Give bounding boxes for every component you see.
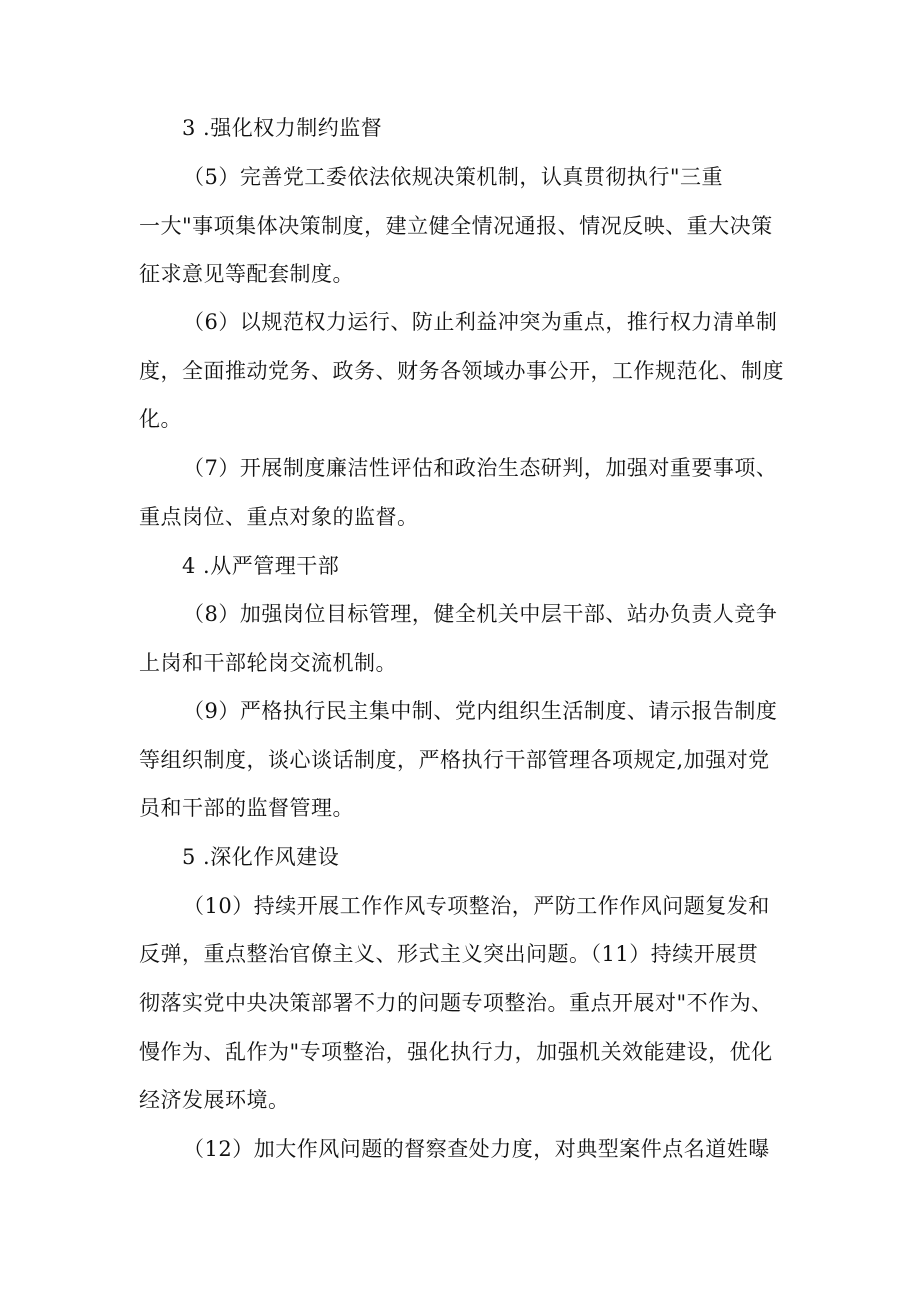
paragraph-line: （7）开展制度廉洁性评估和政治生态研判，加强对重要事项、 [183,456,778,480]
paragraph-line: 员和干部的监督管理。 [139,796,354,820]
paragraph-line: （12）加大作风问题的督察查处力度，对典型案件点名道姓曝 [183,1137,770,1161]
section-heading-3: 3 .强化权力制约监督 [182,116,383,140]
paragraph-line: 一大"事项集体决策制度，建立健全情况通报、情况反映、重大决策 [139,214,773,238]
paragraph-line: 经济发展环境。 [139,1088,290,1112]
paragraph-line: （5）完善党工委依法依规决策机制，认真贯彻执行"三重 [183,165,724,189]
section-heading-4: 4 .从严管理干部 [182,554,340,578]
paragraph-line: 上岗和干部轮岗交流机制。 [139,651,397,675]
paragraph-line: 度，全面推动党务、政务、财务各领域办事公开，工作规范化、制度 [139,359,784,383]
paragraph-line: 彻落实党中央决策部署不力的问题专项整治。重点开展对"不作为、 [139,991,773,1015]
section-heading-5: 5 .深化作风建设 [182,845,340,869]
paragraph-line: 征求意见等配套制度。 [139,262,354,286]
paragraph-line: 重点岗位、重点对象的监督。 [139,505,419,529]
paragraph-line: （6）以规范权力运行、防止利益冲突为重点，推行权力清单制 [183,310,778,334]
paragraph-line: （9）严格执行民主集中制、党内组织生活制度、请示报告制度 [183,699,778,723]
paragraph-line: 慢作为、乱作为"专项整治，强化执行力，加强机关效能建设，优化 [139,1040,773,1064]
paragraph-line: 化。 [139,407,182,431]
paragraph-line: （10）持续开展工作作风专项整治，严防工作作风问题复发和 [183,894,770,918]
paragraph-line: （8）加强岗位目标管理，健全机关中层干部、站办负责人竞争 [183,602,778,626]
paragraph-line: 反弹，重点整治官僚主义、形式主义突出问题。（11）持续开展贯 [139,942,759,966]
paragraph-line: 等组织制度，谈心谈话制度，严格执行干部管理各项规定,加强对党 [139,748,770,772]
